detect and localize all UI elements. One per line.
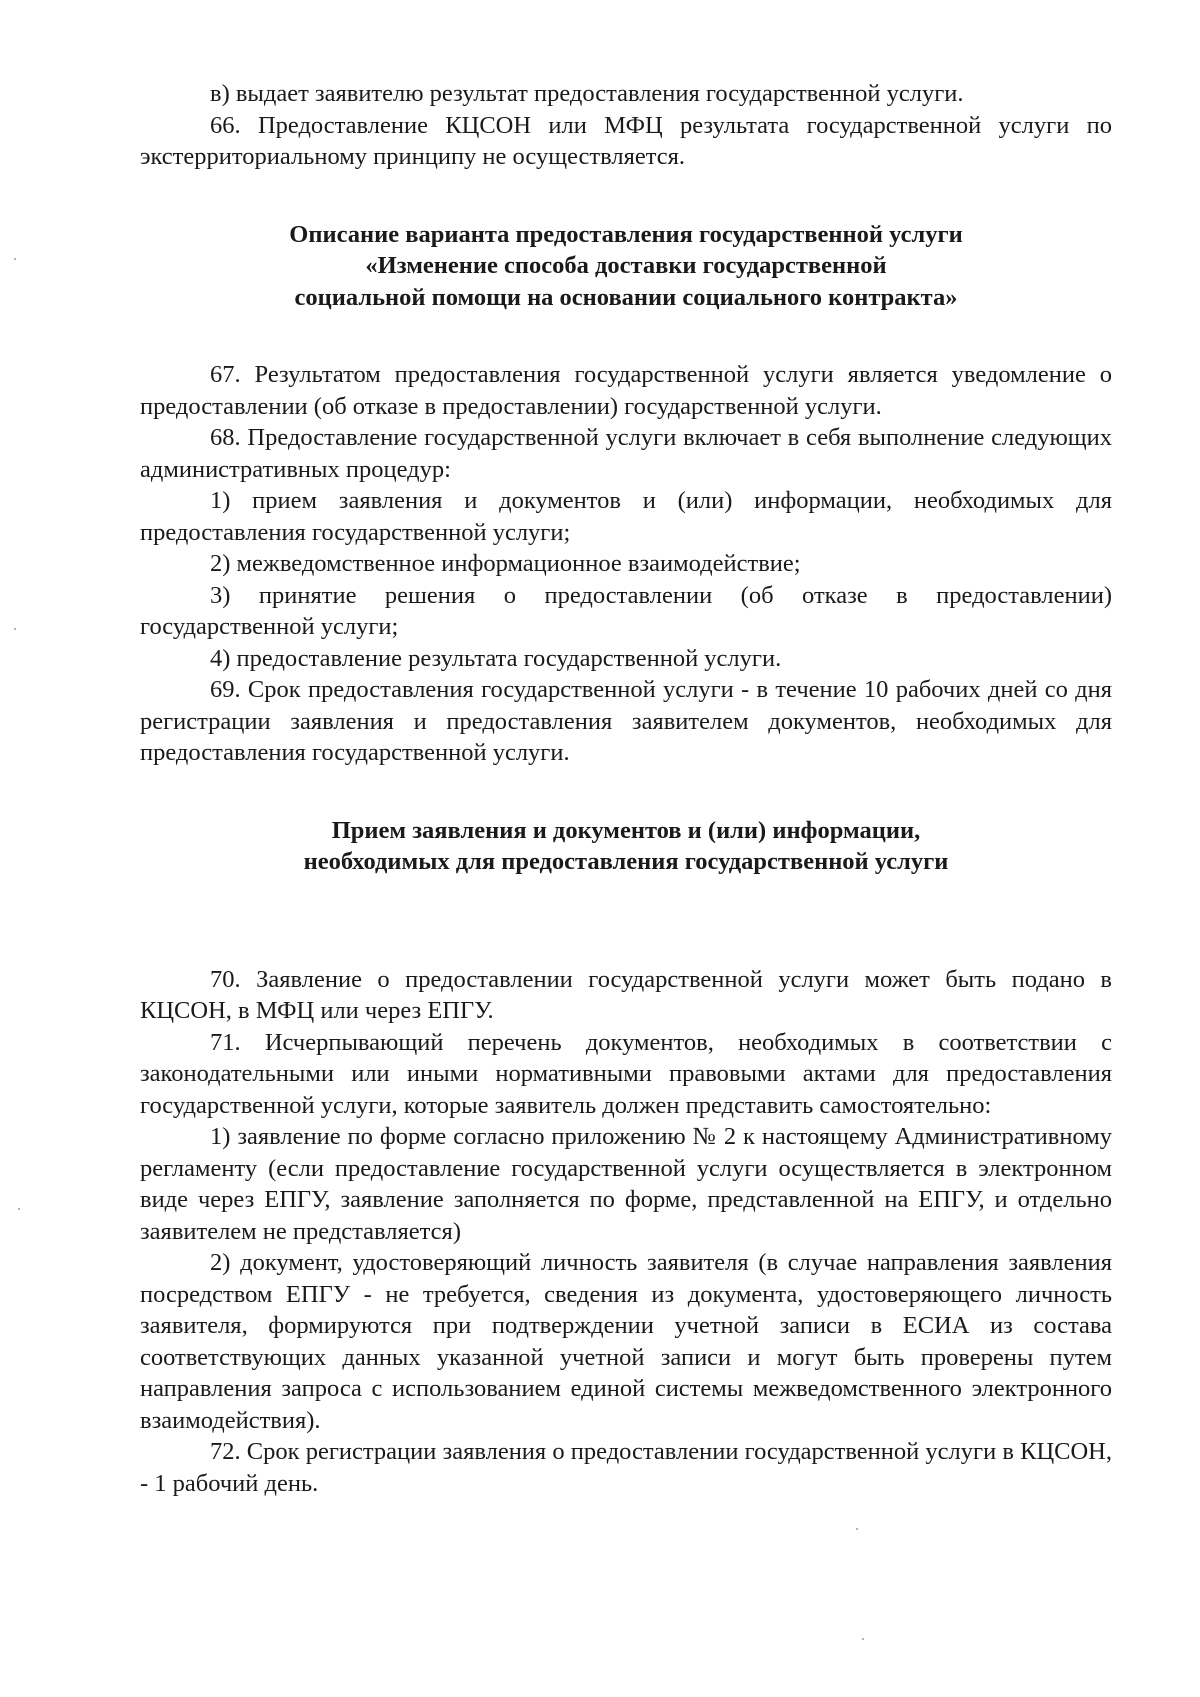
paragraph: 72. Срок регистрации заявления о предоставлении государственной услуги в КЦСОН, - 1 рабочий день.	[140, 1438, 1112, 1497]
paragraph: 71. Исчерпывающий перечень документов, необходимых в соответствии с законодательными или иными нормативными правовыми актами для предоставления государственной услуги, которые заявитель должен представить самостоятельно:	[140, 1028, 1112, 1119]
section-heading	[140, 815, 1112, 878]
scan-speck	[862, 1638, 864, 1640]
paragraph: 1) прием заявления и документов и (или) информации, необходимых для предоставления государственной услуги;	[140, 487, 1112, 546]
section-heading-line: социальной помощи на основании социального контракта»	[294, 283, 958, 311]
paragraph: 69. Срок предоставления государственной услуги - в течение 10 рабочих дней со дня регистрации заявления и предоставления заявителем документов, необходимых для предоставления государственной услуги.	[140, 676, 1112, 766]
vertical-spacer	[140, 769, 1112, 815]
scan-speck	[18, 1208, 20, 1210]
paragraph: 68. Предоставление государственной услуги включает в себя выполнение следующих административных процедур:	[140, 424, 1112, 483]
paragraph: 2) документ, удостоверяющий личность заявителя (в случае направления заявления посредством ЕПГУ - не требуется, сведения из документа, удостоверяющего личность заявителя, формируются при подтверждении учетной записи в ЕСИА из состава соответствующих данных указанной учетной записи и могут быть проверены путем направления запроса с использованием единой системы межведомственного электронного взаимодействия).	[140, 1249, 1112, 1434]
vertical-spacer	[140, 878, 1112, 964]
vertical-spacer	[140, 313, 1112, 359]
section-heading-line: Прием заявления и документов и (или) информации,	[331, 816, 921, 844]
paragraph: в) выдает заявителю результат предоставления государственной услуги.	[210, 80, 964, 107]
paragraph: 3) принятие решения о предоставлении (об отказе в предоставлении) государственной услуги;	[140, 581, 1112, 640]
scan-speck	[856, 1528, 858, 1530]
paragraph: 66. Предоставление КЦСОН или МФЦ результата государственной услуги по экстерриториальному принципу не осуществляется.	[140, 111, 1112, 170]
section-heading-line: «Изменение способа доставки государственной	[365, 252, 887, 279]
paragraph: 1) заявление по форме согласно приложению № 2 к настоящему Административному регламенту (если предоставление государственной услуги осуществляется в электронном виде через ЕПГУ, заявление заполняется по форме, представленной на ЕПГУ, и отдельно заявителем не представляется)	[140, 1123, 1112, 1245]
document-body	[140, 78, 1112, 1499]
paragraph: 2) межведомственное информационное взаимодействие;	[210, 550, 801, 577]
section-heading-line: Описание варианта предоставления государственной услуги	[289, 220, 963, 248]
section-heading-line: необходимых для предоставления государственной услуги	[303, 848, 949, 875]
scan-speck	[14, 628, 16, 630]
vertical-spacer	[140, 173, 1112, 219]
paragraph: 70. Заявление о предоставлении государственной услуги может быть подано в КЦСОН, в МФЦ или через ЕПГУ.	[140, 965, 1112, 1024]
section-heading	[140, 219, 1112, 314]
paragraph: 67. Результатом предоставления государственной услуги является уведомление о предоставлении (об отказе в предоставлении) государственной услуги.	[140, 361, 1112, 420]
paragraph: 4) предоставление результата государственной услуги.	[210, 644, 782, 672]
scan-speck	[14, 258, 16, 260]
